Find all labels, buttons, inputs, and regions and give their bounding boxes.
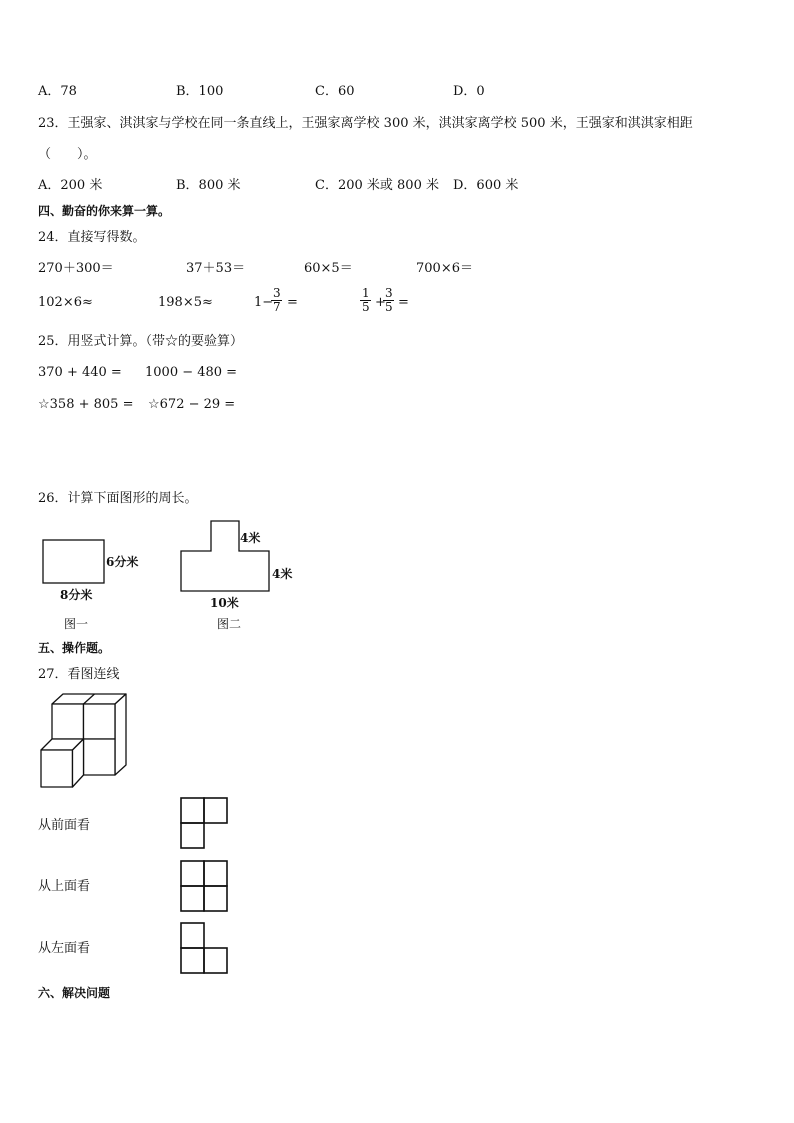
view-shape-1[interactable]	[180, 797, 232, 853]
q24-expr-8-fraction-2	[383, 287, 395, 314]
q24-title: 24．直接写得数。	[38, 230, 146, 245]
cube-stack-drawing	[38, 692, 134, 792]
section-5-heading: 五、操作题。	[38, 641, 111, 655]
q25-expr-4: ☆672 − 29 =	[148, 397, 236, 412]
q24-expr-8-fraction-1	[360, 287, 372, 314]
fraction-numerator: 3	[273, 286, 281, 300]
q24-expr-8-equals: =	[398, 295, 409, 310]
q22-option-c: C．60	[315, 84, 355, 99]
fig2-top-label: 4米	[240, 531, 261, 545]
q24-expr-5: 102×6≈	[38, 295, 93, 310]
fraction-denominator: 5	[362, 300, 370, 314]
view-shape-3[interactable]	[180, 922, 232, 978]
q25-expr-2: 1000 − 480 =	[145, 365, 238, 380]
q23-option-d: D．600 米	[453, 178, 519, 193]
q24-expr-6: 198×5≈	[158, 295, 213, 310]
section-4-heading: 四、勤奋的你来算一算。	[38, 204, 171, 218]
fig1-side-label: 6分米	[106, 555, 139, 569]
q23-option-b: B．800 米	[176, 178, 241, 193]
fig1-bottom-label: 8分米	[60, 588, 93, 602]
q24-expr-7-prefix: 1−	[254, 295, 274, 310]
q23-stem: 23．王强家、淇淇家与学校在同一条直线上，王强家离学校 300 米，淇淇家离学校 500 米，王强家和淇淇家相距	[38, 116, 693, 131]
rectangle-shape	[43, 540, 104, 583]
q23-option-a: A．200 米	[38, 178, 103, 193]
q24-expr-7-equals: =	[287, 295, 298, 310]
q24-expr-2: 37＋53＝	[186, 261, 246, 276]
q22-option-a: A．78	[38, 84, 77, 99]
q22-option-d: D．0	[453, 84, 485, 99]
q24-expr-1: 270＋300＝	[38, 261, 114, 276]
q23-option-c: C．200 米或 800 米	[315, 178, 439, 193]
q24-expr-7-fraction	[271, 287, 283, 314]
fig2-side-label: 4米	[272, 567, 293, 581]
q23-blank: （ ）。	[38, 147, 97, 162]
fraction-numerator: 1	[362, 286, 370, 300]
q25-expr-3: ☆358 + 805 =	[38, 397, 134, 412]
fig2-bottom-label: 10米	[210, 596, 239, 610]
q25-title: 25．用竖式计算。（带☆的要验算）	[38, 334, 244, 349]
q26-figure-1	[40, 536, 150, 631]
view-front-label: 从前面看	[38, 818, 91, 833]
view-top-label: 从上面看	[38, 879, 91, 894]
q27-title: 27．看图连线	[38, 667, 120, 682]
q22-option-b: B．100	[176, 84, 224, 99]
q24-expr-3: 60×5＝	[304, 261, 353, 276]
q26-title: 26．计算下面图形的周长。	[38, 491, 198, 506]
q25-expr-1: 370 + 440 =	[38, 365, 122, 380]
section-6-heading: 六、解决问题	[38, 986, 111, 1000]
fraction-numerator: 3	[385, 286, 393, 300]
q24-expr-4: 700×6＝	[416, 261, 473, 276]
fraction-denominator: 7	[273, 300, 281, 314]
view-shape-2[interactable]	[180, 860, 232, 916]
view-left-label: 从左面看	[38, 941, 91, 956]
fig1-caption: 图一	[64, 617, 89, 631]
q26-figure-2	[178, 518, 298, 598]
q24-expr-8-plus: +	[375, 295, 386, 310]
fraction-denominator: 5	[385, 300, 393, 314]
fig2-caption: 图二	[217, 617, 242, 631]
